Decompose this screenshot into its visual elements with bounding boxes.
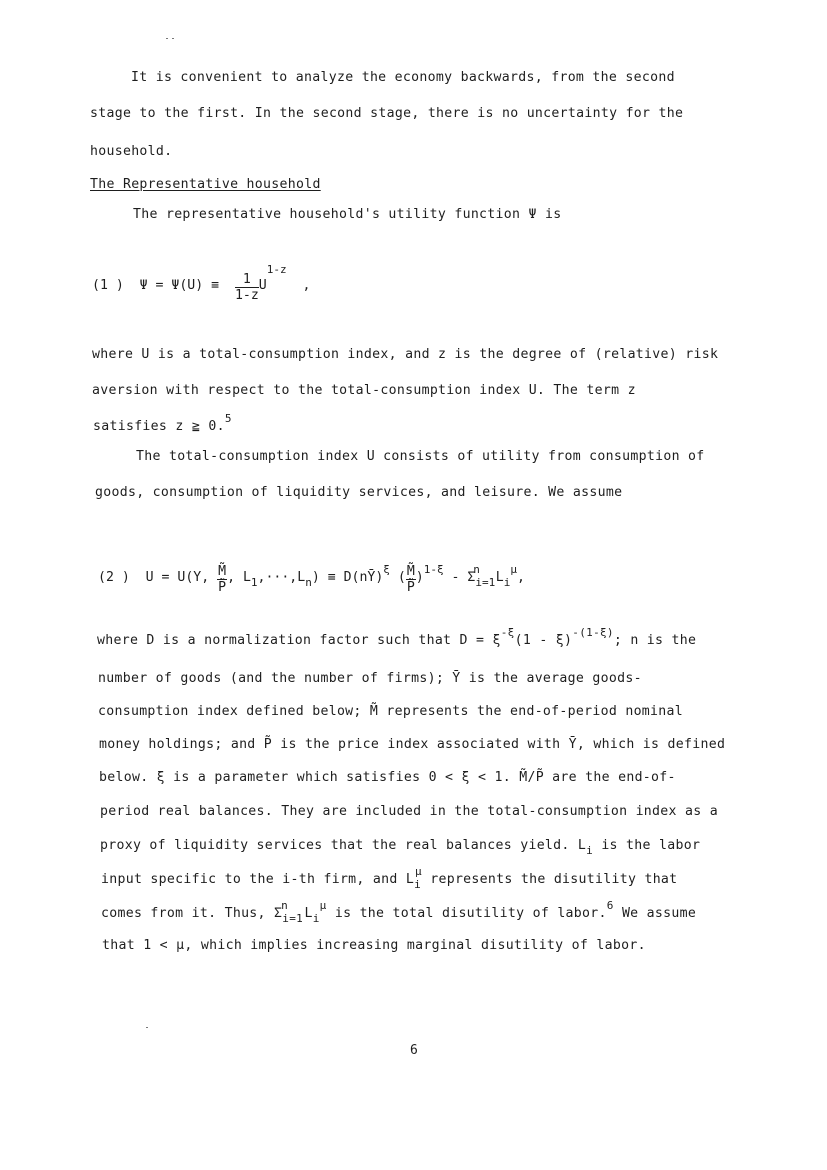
equation-2-comma: ,	[516, 570, 525, 585]
equation-1-label: (1 )	[92, 278, 124, 293]
equation-2	[98, 562, 525, 595]
paragraph-5-line-8	[101, 865, 678, 891]
paragraph-1-line-2: stage to the first. In the second stage, there is no uncertainty for the	[90, 106, 684, 121]
equation-2-exp-xi: ξ	[383, 563, 390, 576]
equation-2-fraction-1-numerator: M̃	[218, 564, 227, 579]
paragraph-5-line-1-b: (1 - ξ)	[514, 633, 573, 648]
paragraph-5-line-9-sum-sup: n	[281, 899, 288, 912]
paragraph-3-line-3	[93, 412, 232, 435]
equation-1-fraction	[235, 273, 259, 303]
scan-speck	[146, 1027, 148, 1028]
paragraph-1-line-3: household.	[90, 144, 173, 159]
footnote-marker-5: 5	[224, 412, 232, 425]
paragraph-1-line-1: It is convenient to analyze the economy backwards, from the second	[131, 70, 675, 85]
equation-2-sub-1: 1	[250, 576, 258, 589]
paragraph-5-line-7-b: is the labor	[593, 838, 701, 853]
paragraph-5-line-8-b: represents the disutility that	[421, 872, 678, 887]
paragraph-5-line-2: number of goods (and the number of firms); Ȳ is the average goods-	[98, 671, 642, 686]
paragraph-5-line-7-sub: i	[586, 844, 594, 857]
equation-2-li-sub: i	[503, 576, 511, 589]
paragraph-5-line-7	[100, 838, 701, 857]
equation-1-numerator: 1	[235, 273, 259, 288]
paragraph-5-line-10: that 1 < μ, which implies increasing marginal disutility of labor.	[102, 938, 646, 953]
paragraph-5-line-1-exp1: -ξ	[500, 626, 515, 639]
equation-2-part3: ,···,L	[257, 570, 306, 585]
paragraph-5-line-1-exp2: -(1-ξ)	[572, 626, 614, 639]
paragraph-5-line-9-a: comes from it. Thus, Σ	[101, 906, 283, 921]
equation-1	[92, 263, 311, 303]
paragraph-5-line-1-c: ; n is the	[613, 633, 697, 648]
paragraph-5-line-9-c: is the total disutility of labor.	[326, 906, 607, 921]
equation-1-comma: ,	[302, 278, 311, 293]
equation-2-paren-close: )	[415, 570, 424, 585]
paragraph-5-line-9	[101, 899, 697, 925]
equation-1-exponent: 1-z	[266, 263, 287, 276]
equation-2-sum-sup: n	[473, 563, 480, 576]
equation-2-paren-open: (	[397, 570, 406, 585]
equation-2-part2: , L	[227, 570, 251, 585]
paragraph-3-line-1: where U is a total-consumption index, and z is the degree of (relative) risk	[92, 347, 719, 362]
paragraph-5-line-5: below. ξ is a parameter which satisfies 0 < ξ < 1. M̃/P̃ are the end-of-	[99, 770, 676, 785]
paragraph-5-line-6: period real balances. They are included in the total-consumption index as a	[100, 804, 718, 819]
equation-1-base: U	[258, 278, 267, 293]
paragraph-5-line-9-d: We assume	[613, 906, 697, 921]
section-heading: The Representative household	[90, 177, 321, 192]
equation-2-fraction-2-denominator: P̃	[406, 580, 415, 595]
paragraph-5-line-8-sub: i	[414, 878, 422, 891]
paragraph-4-line-1: The total-consumption index U consists of utility from consumption of	[136, 449, 705, 464]
paragraph-5-line-1-a: where D is a normalization factor such that D = ξ	[97, 633, 501, 648]
equation-2-fraction-1	[217, 565, 227, 595]
paragraph-3-text: satisfies z ≧ 0.	[93, 419, 225, 434]
equation-2-sub-n: n	[305, 576, 312, 589]
equation-2-part6: L	[495, 570, 504, 585]
paragraph-5-line-4: money holdings; and P̃ is the price index associated with Ȳ, which is defined	[99, 737, 726, 752]
equation-2-fraction-2-numerator: M̃	[406, 564, 415, 579]
paragraph-5-line-9-lsup: μ	[319, 899, 327, 912]
equation-2-part4: ) ≡ D(nȲ)	[311, 570, 384, 585]
paragraph-5-line-9-b: L	[304, 906, 313, 921]
equation-2-fraction-2	[406, 565, 416, 595]
paragraph-3-line-2: aversion with respect to the total-consumption index U. The term z	[92, 383, 636, 398]
equation-2-part5: - Σ	[443, 570, 476, 585]
paragraph-5-line-9-sum-sub: i=1	[282, 912, 304, 925]
footnote-marker-6: 6	[606, 899, 614, 912]
equation-2-label: (2 )	[98, 570, 130, 585]
equation-1-lhs: Ψ = Ψ(U) ≡	[139, 278, 220, 293]
page-number: 6	[410, 1043, 418, 1058]
paragraph-5-line-8-sup: μ	[415, 865, 422, 878]
paragraph-5-line-7-a: proxy of liquidity services that the real balances yield. L	[100, 838, 587, 853]
paragraph-5-line-9-lsub: i	[312, 912, 320, 925]
paragraph-5-line-3: consumption index defined below; M̃ represents the end-of-period nominal	[98, 704, 684, 719]
equation-2-li-sup: μ	[510, 563, 517, 576]
paragraph-5-line-8-a: input specific to the i-th firm, and L	[101, 872, 415, 887]
scan-speck	[166, 38, 168, 39]
equation-1-denominator: 1-z	[234, 288, 259, 303]
equation-2-fraction-1-denominator: P̃	[218, 580, 227, 595]
paragraph-2: The representative household's utility function Ψ is	[133, 207, 562, 222]
scan-speck	[172, 38, 174, 39]
equation-2-exp-1-xi: 1-ξ	[423, 563, 444, 576]
equation-2-part1: U = U(Y,	[145, 570, 210, 585]
equation-2-sum-sub: i=1	[475, 576, 496, 589]
paragraph-4-line-2: goods, consumption of liquidity services, and leisure. We assume	[95, 485, 623, 500]
